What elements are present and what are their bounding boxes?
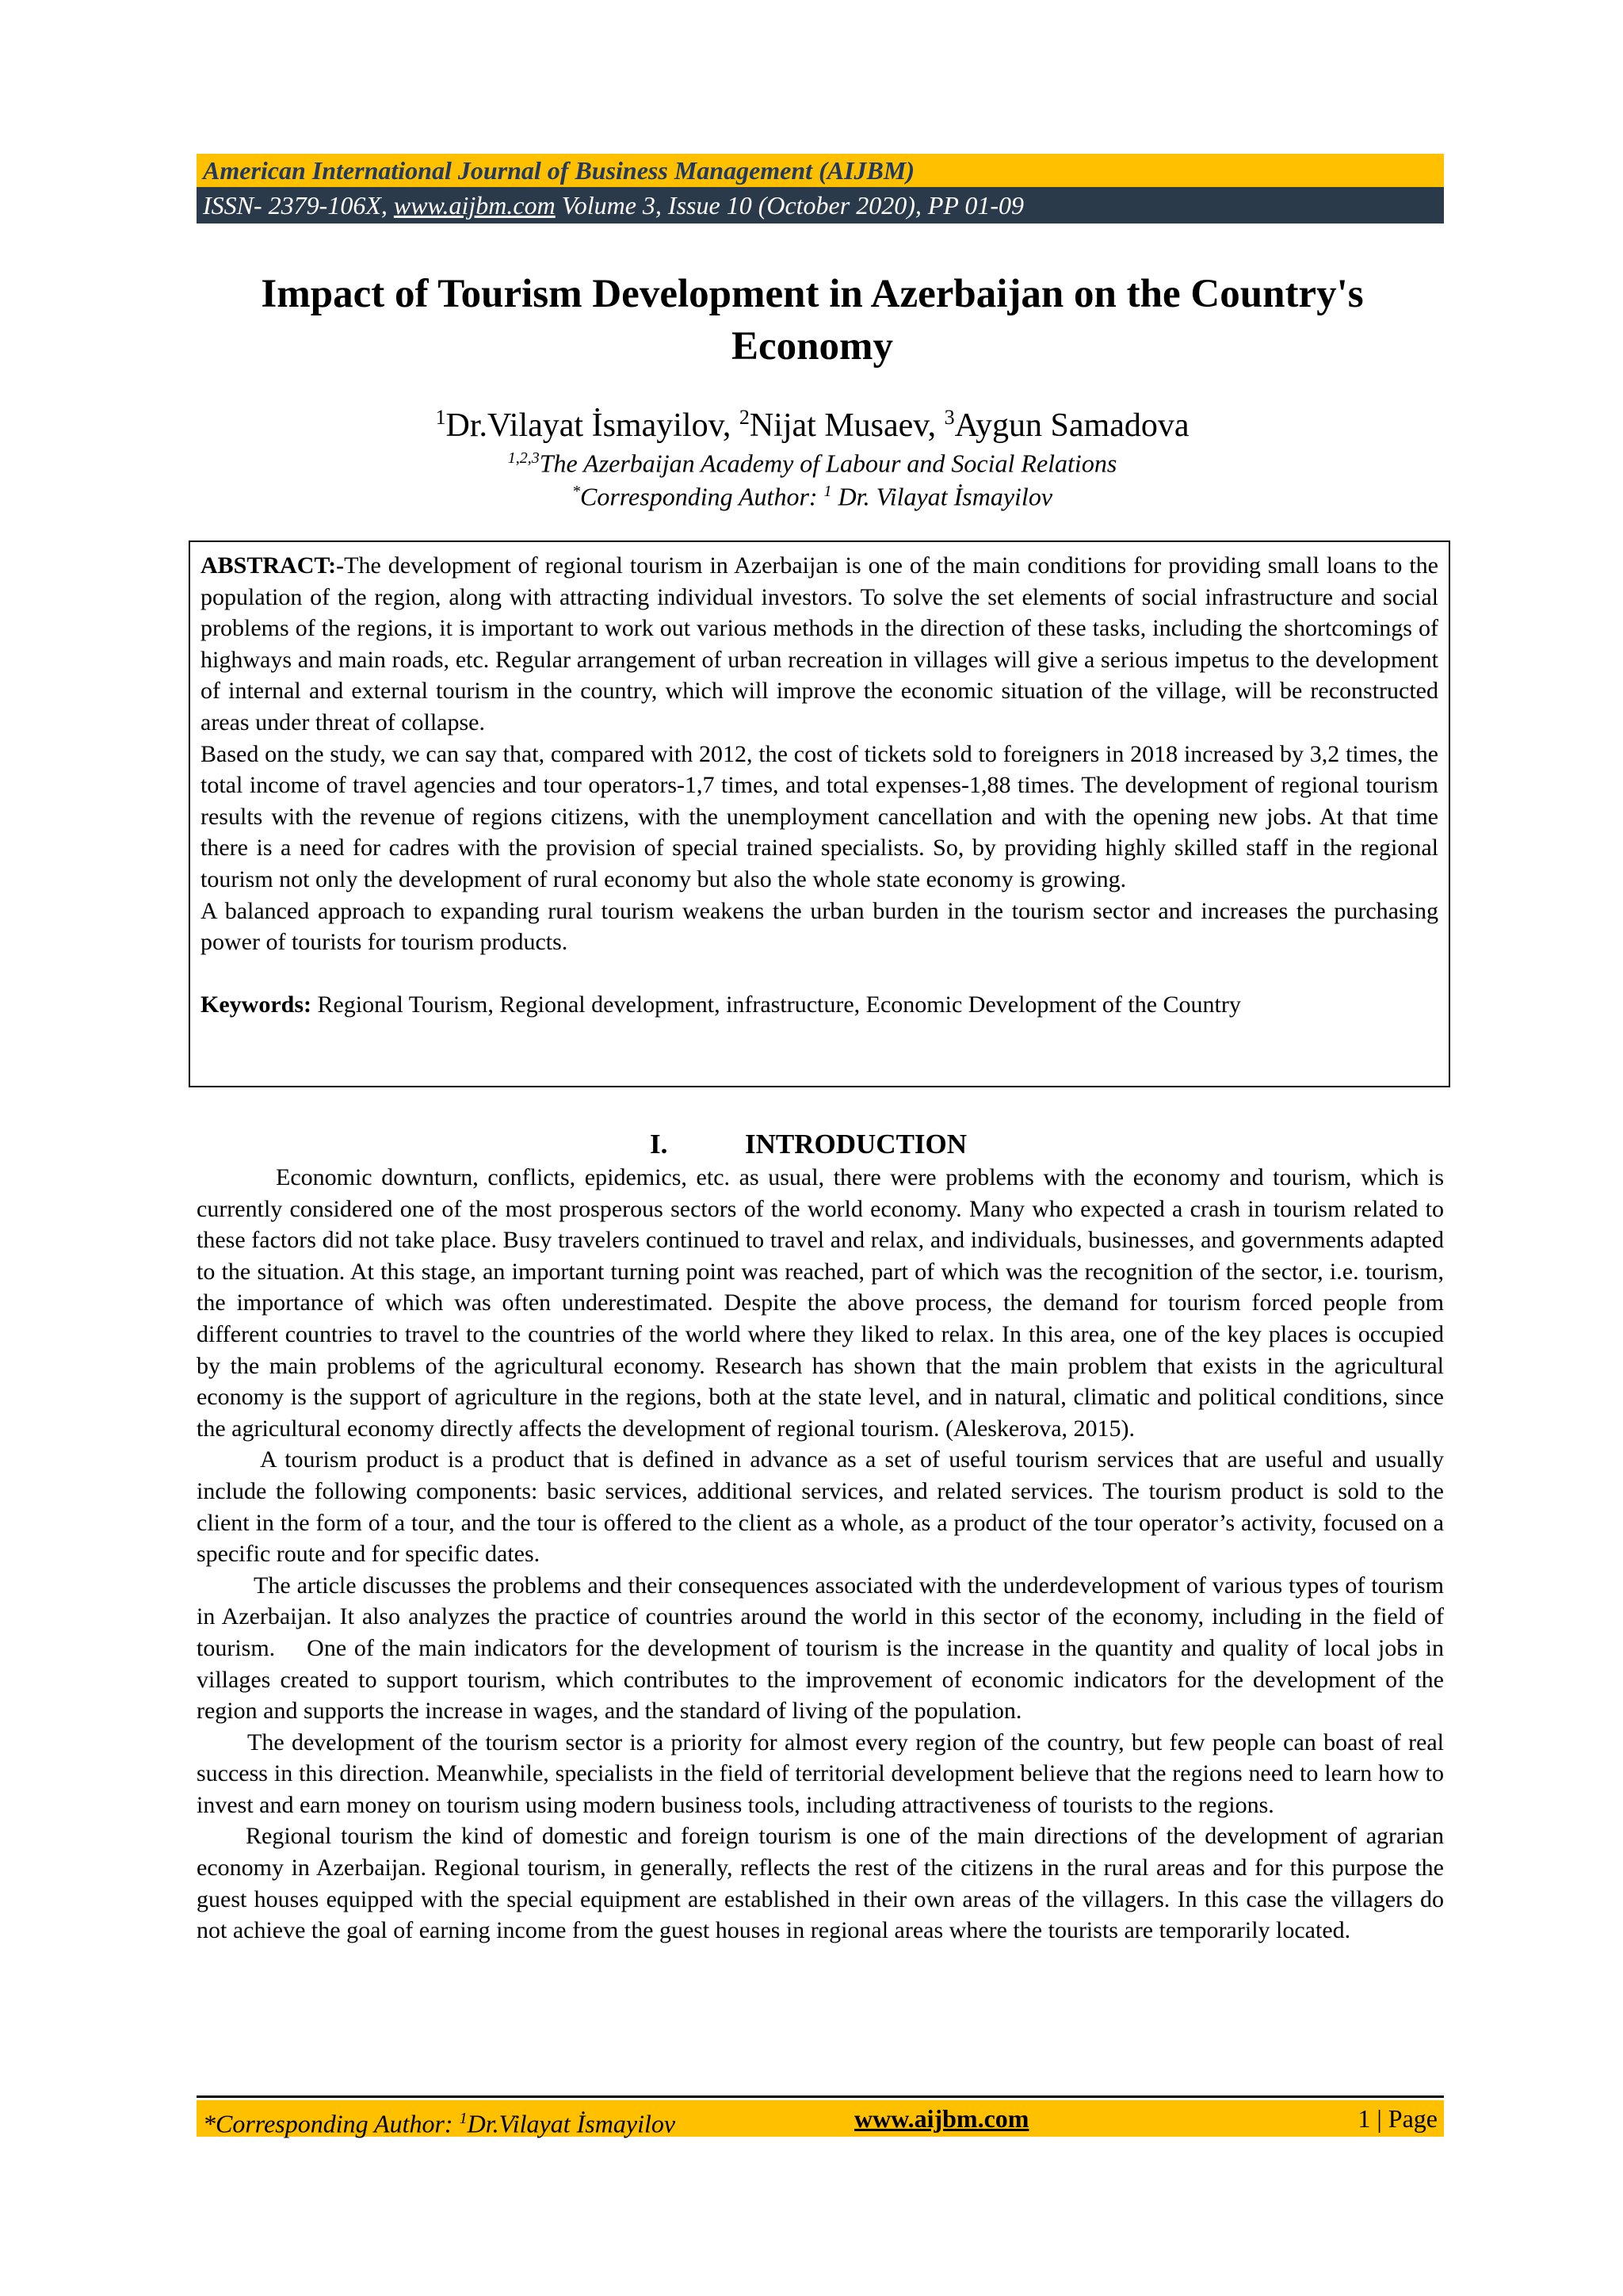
issue-info: Volume 3, Issue 10 (October 2020), PP 01-09 bbox=[555, 191, 1025, 220]
intro-paragraph-3 bbox=[197, 1570, 1444, 1727]
corr-sup: * bbox=[571, 483, 580, 500]
title-line-2: Economy bbox=[731, 324, 893, 369]
paper-title bbox=[158, 268, 1466, 372]
keywords-text: Regional Tourism, Regional development, infrastructure, Economic Development of the Country bbox=[311, 991, 1241, 1018]
section-number: I. bbox=[650, 1129, 668, 1159]
footer-corr-name: Dr.Vilayat İsmayilov bbox=[467, 2109, 676, 2138]
abstract-paragraph-2: Based on the study, we can say that, compared with 2012, the cost of tickets sold to foreigners in 2018 increased by 3,2 times, the total income of travel agencies and tour operators-1,7 times, and total expenses-1,88 times. The development of regional tourism results with the revenue of regions citizens, with the unemployment cancellation and with the opening new jobs. At that time there is a need for cadres with the provision of special trained specialists. So, by providing highly skilled staff in the regional tourism not only the development of rural economy but also the whole state economy is growing. bbox=[200, 740, 1438, 892]
intro-p3-part-b: One of the main indicators for the development of tourism is the increase in the quantity and quality of local jobs in villages created to support tourism, which contributes to the improvement of economic indicators for the development of the region and supports the increase in wages, and the standard of living of the population. bbox=[197, 1634, 1444, 1725]
author-3-name: Aygun Samadova bbox=[954, 407, 1190, 444]
keywords-label: Keywords: bbox=[200, 991, 311, 1018]
issn-text: ISSN- 2379-106X, bbox=[203, 191, 394, 220]
intro-paragraph-2: A tourism product is a product that is defined in advance as a set of useful tourism services that are useful and usually include the following components: basic services, additional services, and related services. The tourism product is sold to the client in the form of a tour, and the tour is offered to the client as a whole, as a product of the tour operator’s activity, focused on a specific route and for specific dates. bbox=[197, 1446, 1444, 1568]
author-3-sup: 3 bbox=[944, 406, 955, 429]
affiliation bbox=[158, 442, 1466, 479]
abstract-paragraph-1 bbox=[200, 550, 1438, 739]
keywords-line bbox=[200, 989, 1438, 1021]
page-number: 1 | Page bbox=[1358, 2104, 1438, 2133]
affiliation-text: The Azerbaijan Academy of Labour and Social Relations bbox=[539, 449, 1117, 478]
title-line-1: Impact of Tourism Development in Azerbaijan on the Country's bbox=[261, 272, 1364, 316]
footer-corr-sup: 1 bbox=[459, 2110, 468, 2127]
intro-paragraph-5: Regional tourism the kind of domestic and foreign tourism is one of the main directions of the development of agrarian economy in Azerbaijan. Regional tourism, in generally, reflects the rest of the citizens in the rural areas and for this purpose the guest houses equipped with the special equipment are established in their own areas of the villagers. In this case the villagers do not achieve the goal of earning income from the guest houses in regional areas where the tourists are temporarily located. bbox=[197, 1823, 1444, 1944]
affiliation-sup: 1,2,3 bbox=[507, 449, 540, 467]
keywords-spacer bbox=[200, 958, 1438, 989]
corr-sup-2: 1 bbox=[823, 483, 832, 500]
abstract-paragraph-3: A balanced approach to expanding rural tourism weakens the urban burden in the tourism sector and increases the purchasing power of tourists for tourism products. bbox=[200, 897, 1438, 956]
author-list bbox=[158, 396, 1466, 447]
corr-name: Dr. Vilayat İsmayilov bbox=[831, 482, 1053, 511]
abstract-label: ABSTRACT:- bbox=[200, 552, 345, 579]
journal-name: American International Journal of Business Management (AIJBM) bbox=[197, 154, 1444, 187]
author-2-name: Nijat Musaev, bbox=[749, 407, 945, 444]
author-2-sup: 2 bbox=[739, 406, 750, 429]
corresponding-author bbox=[158, 476, 1466, 513]
abstract-p1-text: The development of regional tourism in Azerbaijan is one of the main conditions for providing small loans to the population of the region, along with attracting individual investors. To solve the set elements of social infrastructure and social problems of the regions, it is important to work out various methods in the direction of these tasks, including the shortcomings of highways and main roads, etc. Regular arrangement of urban recreation in villages will give a serious impetus to the development of internal and external tourism in the country, which will improve the economic situation of the village, will be reconstructed areas under threat of collapse. bbox=[200, 552, 1438, 735]
footer-corresponding bbox=[203, 2100, 675, 2142]
abstract-box bbox=[189, 541, 1450, 1087]
introduction-body bbox=[197, 1162, 1444, 1946]
corr-label: Corresponding Author: bbox=[579, 482, 824, 511]
footer-corr-label: *Corresponding Author: bbox=[203, 2109, 460, 2138]
section-heading-introduction bbox=[158, 1125, 1466, 1163]
journal-website-link[interactable]: www.aijbm.com bbox=[393, 191, 556, 220]
author-1-sup: 1 bbox=[435, 406, 446, 429]
intro-paragraph-1: Economic downturn, conflicts, epidemics, etc. as usual, there were problems with the economy and tourism, which is currently considered one of the most prosperous sectors of the world economy. Many who expected a crash in tourism related to these factors did not take place. Busy travelers continued to travel and relax, and individuals, businesses, and governments adapted to the situation. At this stage, an important turning point was reached, part of which was the recognition of the sector, i.e. tourism, the importance of which was often underestimated. Despite the above process, the demand for tourism forced people from different countries to travel to the countries of the world where they liked to relax. In this area, one of the key places is occupied by the main problems of the agricultural economy. Research has shown that the main problem that exists in the agricultural economy is the support of agriculture in the regions, both at the state level, and in natural, climatic and political conditions, since the agricultural economy directly affects the development of regional tourism. (Aleskerova, 2015). bbox=[197, 1164, 1444, 1442]
journal-header bbox=[197, 154, 1444, 223]
intro-p3-part-a: The article discusses the problems and their consequences associated with the underdevelopment of various types of tourism in Azerbaijan. It also analyzes the practice of countries around the world in this sector of the economy, including in the field of tourism. bbox=[197, 1572, 1444, 1661]
intro-paragraph-4: The development of the tourism sector is a priority for almost every region of the country, but few people can boast of real success in this direction. Meanwhile, specialists in the field of territorial development believe that the regions need to learn how to invest and earn money on tourism using modern business tools, including attractiveness of tourists to the regions. bbox=[197, 1729, 1444, 1818]
author-1-name: Dr.Vilayat İsmayilov, bbox=[445, 407, 739, 444]
footer-website-link[interactable]: www.aijbm.com bbox=[854, 2104, 1029, 2133]
footer-divider bbox=[197, 2095, 1444, 2098]
page-footer bbox=[197, 2100, 1444, 2137]
journal-issn bbox=[197, 187, 1444, 223]
section-title: INTRODUCTION bbox=[745, 1129, 968, 1159]
